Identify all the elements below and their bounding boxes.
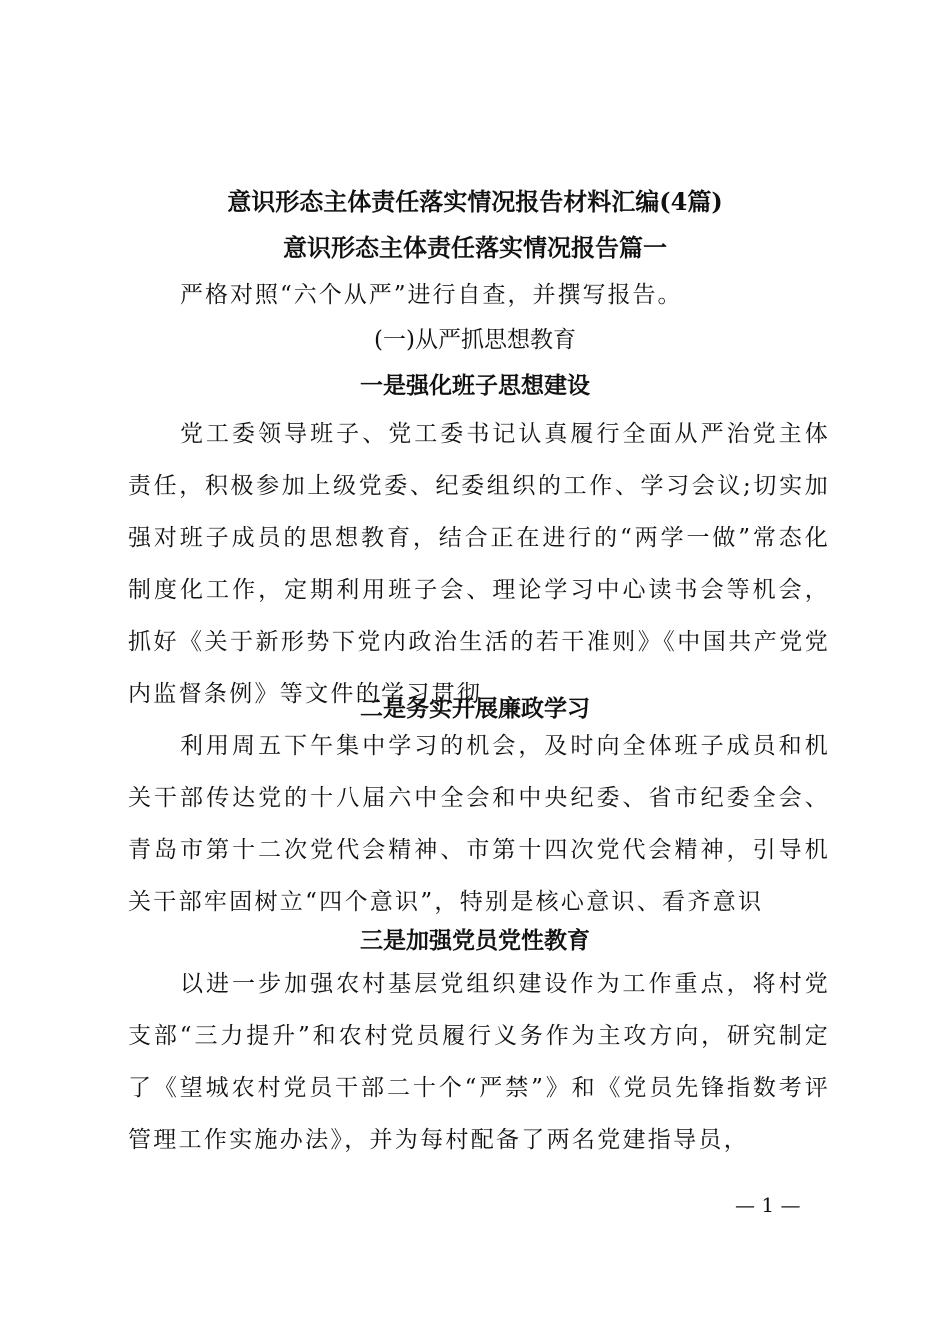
part-body-1: 党工委领导班子、党工委书记认真履行全面从严治党主体责任，积极参加上级党委、纪委组织的工作、学习会议;切实加强对班子成员的思想教育，结合正在进行的“两学一做”常态化制度化工作，定期利用班子会、理论学习中心读书会等机会，抓好《关于新形势下党内政治生活的若干准则》《中国共产党党内监督条例》等文件的学习贯彻 <box>128 421 830 707</box>
document-title: 意识形态主体责任落实情况报告材料汇编(4篇) <box>227 187 723 216</box>
part-body-2: 利用周五下午集中学习的机会，及时向全体班子成员和机关干部传达党的十八届六中全会和中央纪委、省市纪委全会、青岛市第十二次党代会精神、市第十四次党代会精神，引导机关干部牢固树立“四个意识”，特别是核心意识、看齐意识 <box>128 733 830 915</box>
section-heading: (一)从严抓思想教育 <box>374 327 576 353</box>
part-body-3: 以进一步加强农村基层党组织建设作为工作重点，将村党支部“三力提升”和农村党员履行义务作为主攻方向，研究制定了《望城农村党员干部二十个“严禁”》和《党员先锋指数考评管理工作实施办法》，并为每村配备了两名党建指导员， <box>128 971 830 1153</box>
part-heading-2: 二是务实开展廉政学习 <box>360 695 590 722</box>
document-subtitle: 意识形态主体责任落实情况报告篇一 <box>283 233 667 262</box>
intro-paragraph: 严格对照“六个从严”进行自查，并撰写报告。 <box>180 282 683 308</box>
part-heading-1: 一是强化班子思想建设 <box>360 372 590 399</box>
part-heading-3: 三是加强党员党性教育 <box>360 927 590 954</box>
page-number: — 1 — <box>735 1193 801 1217</box>
